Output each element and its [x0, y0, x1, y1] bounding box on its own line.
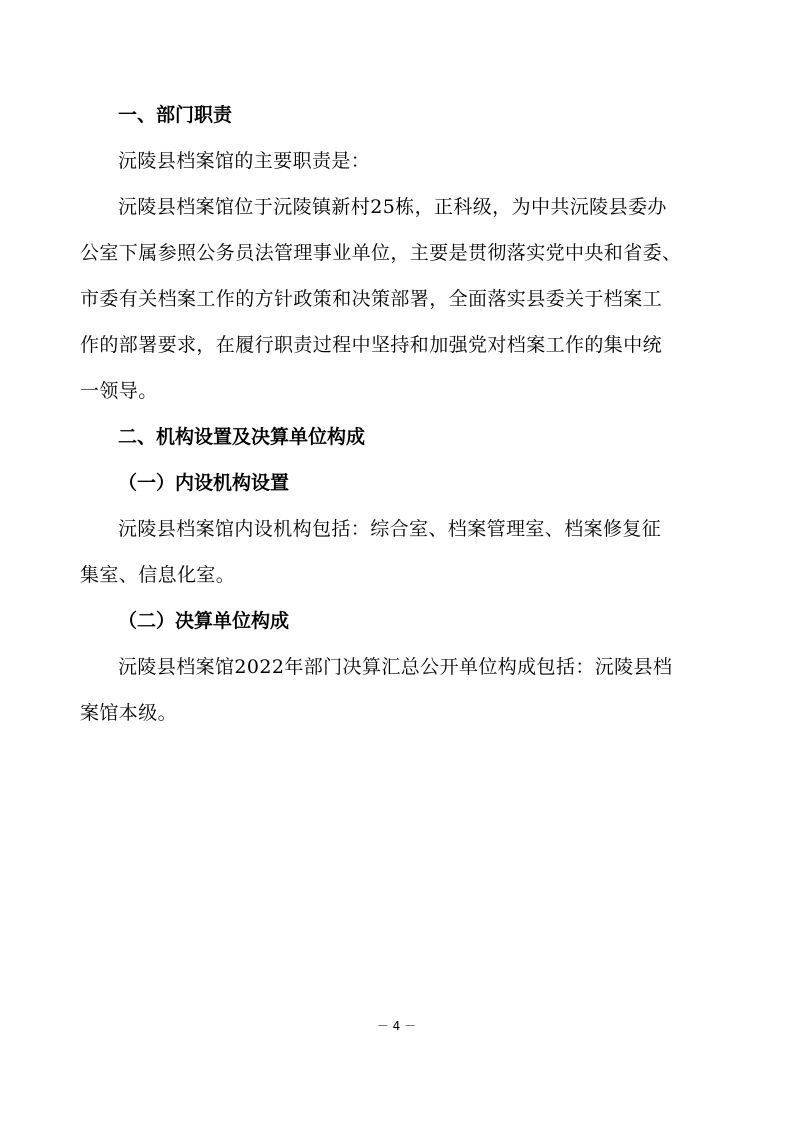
accounting-units-paragraph: [80, 644, 718, 736]
paragraph-line: 作的部署要求，在履行职责过程中坚持和加强党对档案工作的集中统: [80, 334, 663, 356]
section-heading-organization: 二、机构设置及决算单位构成: [118, 426, 366, 448]
page-number: － 4 －: [376, 1019, 417, 1033]
document-content: [80, 92, 718, 736]
paragraph-line: 集室、信息化室。: [80, 564, 236, 586]
subsection-heading-accounting-units: （二）决算单位构成: [118, 610, 290, 632]
section-heading-duties: 一、部门职责: [118, 104, 233, 126]
internal-structure-paragraph: [80, 506, 718, 598]
paragraph-line: 沅陵县档案馆内设机构包括：综合室、档案管理室、档案修复征: [118, 518, 662, 540]
paragraph-line: 沅陵县档案馆的主要职责是：: [118, 150, 371, 172]
paragraph-line: 沅陵县档案馆2022年部门决算汇总公开单位构成包括：沅陵县档: [118, 656, 673, 678]
duties-body-paragraph: [80, 184, 718, 414]
subsection-heading-internal-structure: （一）内设机构设置: [118, 472, 290, 494]
paragraph-line: 市委有关档案工作的方针政策和决策部署，全面落实县委关于档案工: [80, 288, 663, 310]
paragraph-line: 案馆本级。: [80, 702, 178, 724]
duties-intro-paragraph: [80, 138, 718, 184]
paragraph-line: 沅陵县档案馆位于沅陵镇新村25栋，正科级，为中共沅陵县委办: [118, 196, 667, 218]
paragraph-line: 公室下属参照公务员法管理事业单位，主要是贯彻落实党中央和省委、: [80, 242, 682, 264]
paragraph-line: 一领导。: [80, 380, 158, 402]
